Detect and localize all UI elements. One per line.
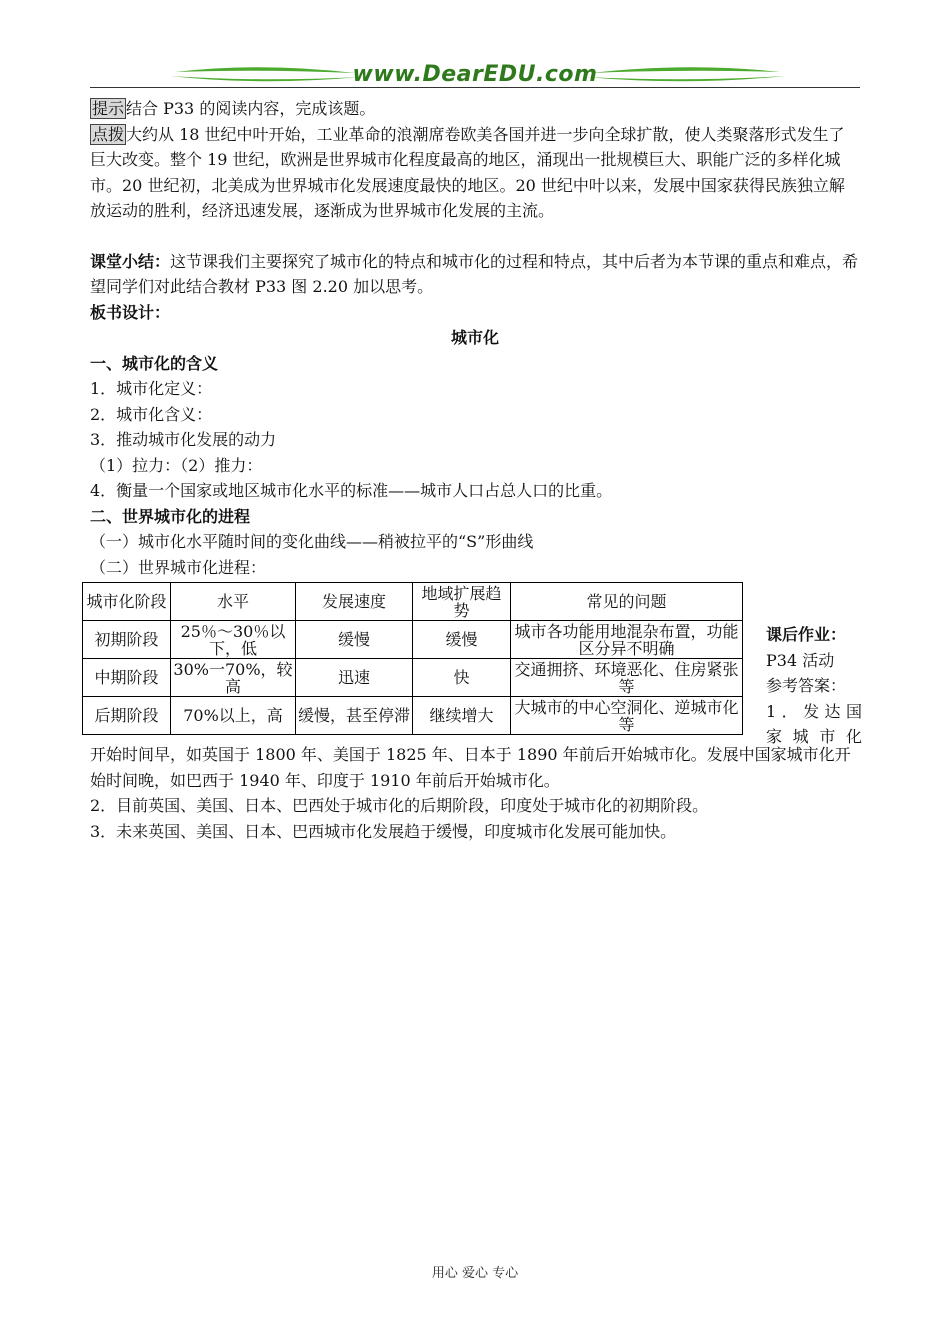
summary-label: 课堂小结： [90, 251, 171, 271]
table-cell: 后期阶段 [83, 697, 171, 735]
homework-line: P34 活动 [766, 650, 835, 670]
table-cell: 大城市的中心空洞化、逆城市化等 [511, 697, 743, 735]
hint-text: 结合 P33 的阅读内容，完成该题。 [126, 99, 376, 118]
board-label: 板书设计： [90, 302, 171, 322]
homework-title: 课后作业： [766, 625, 847, 644]
homework-line: 参考答案： [766, 676, 847, 695]
homework-line: 1．发达国 [766, 701, 862, 721]
page-footer: 用心 爱心 专心 [431, 1266, 519, 1281]
table-row [83, 697, 743, 735]
table-cell: 缓慢，甚至停滞 [296, 697, 413, 735]
table-row [83, 621, 743, 659]
document-body [86, 96, 862, 844]
outline-item: （一）城市化水平随时间的变化曲线——稍被拉平的“S”形曲线 [90, 532, 534, 551]
hint-label: 提示 [92, 99, 125, 118]
section-heading-2: 二、世界城市化的进程 [90, 506, 251, 526]
table-header-cell: 地域扩展趋势 [413, 583, 511, 621]
hint-paragraph [90, 96, 860, 122]
summary-paragraph [90, 249, 860, 300]
table-cell: 交通拥挤、环境恶化、住房紧张等 [511, 659, 743, 697]
tip-label: 点拨 [92, 124, 125, 144]
table-header-cell: 常见的问题 [511, 583, 743, 621]
tip-paragraph [90, 122, 860, 224]
table-header-cell: 城市化阶段 [83, 583, 171, 621]
urbanization-stages-table [82, 582, 743, 735]
homework-sidebar [766, 622, 862, 750]
answer-paragraph: 2．目前英国、美国、日本、巴西处于城市化的后期阶段，印度处于城市化的初期阶段。 [90, 796, 709, 815]
table-cell: 迅速 [296, 659, 413, 697]
header-divider [90, 87, 860, 88]
answer-paragraph: 3．未来英国、美国、日本、巴西城市化发展趋于缓慢，印度城市化发展可能加快。 [90, 821, 677, 841]
answer-paragraph: 开始时间早，如英国于 1800 年、美国于 1825 年、日本于 1890 年前后开始城市化。发展中国家城市化开始时间晚，如巴西于 1940 年、印度于 1910 年前后开始城市化。 [90, 745, 851, 790]
outline-item: （二）世界城市化进程： [90, 557, 267, 577]
table-row [83, 659, 743, 697]
site-header [90, 60, 860, 90]
table-cell: 缓慢 [413, 621, 511, 659]
outline-item: 1．城市化定义： [90, 379, 213, 398]
table-cell: 快 [413, 659, 511, 697]
homework-line: 家城市化 [766, 727, 862, 746]
table-cell: 中期阶段 [83, 659, 171, 697]
table-cell: 城市各功能用地混杂布置，功能区分异不明确 [511, 621, 743, 659]
outline-item: 2．城市化含义： [90, 404, 213, 424]
table-cell: 继续增大 [413, 697, 511, 735]
section-heading-1: 一、城市化的含义 [90, 353, 219, 373]
table-cell: 70%以上，高 [171, 697, 296, 735]
board-title: 城市化 [450, 328, 499, 347]
summary-text: 这节课我们主要探究了城市化的特点和城市化的过程和特点，其中后者为本节课的重点和难点，希望同学们对此结合教材 P33 图 2.20 加以思考。 [90, 251, 859, 296]
outline-item: 4．衡量一个国家或地区城市化水平的标准——城市人口占总人口的比重。 [90, 481, 613, 500]
table-cell: 25％～30％以下，低 [171, 621, 296, 659]
outline-item: 3．推动城市化发展的动力 [90, 430, 277, 449]
table-cell: 初期阶段 [83, 621, 171, 659]
table-cell: 缓慢 [296, 621, 413, 659]
table-section [86, 582, 862, 746]
outline-item: （1）拉力：（2）推力： [90, 455, 263, 475]
tip-text: 大约从 18 世纪中叶开始，工业革命的浪潮席卷欧美各国并进一步向全球扩散，使人类聚落形式发生了巨大改变。整个 19 世纪，欧洲是世界城市化程度最高的地区，涌现出一批规模巨大、职能广泛的多样化城市。20 世纪初，北美成为世界城市化发展速度最快的地区。20 世纪中叶以来，发展中国家获得民族独立解放运动的胜利，经济迅速发展，逐渐成为世界城市化发展的主流。 [90, 124, 845, 220]
table-header-cell: 水平 [171, 583, 296, 621]
table-cell: 30%一70%，较高 [171, 659, 296, 697]
table-header-row [83, 583, 743, 621]
table-header-cell: 发展速度 [296, 583, 413, 621]
site-logo-text[interactable]: www.DearEDU.com [352, 62, 598, 87]
